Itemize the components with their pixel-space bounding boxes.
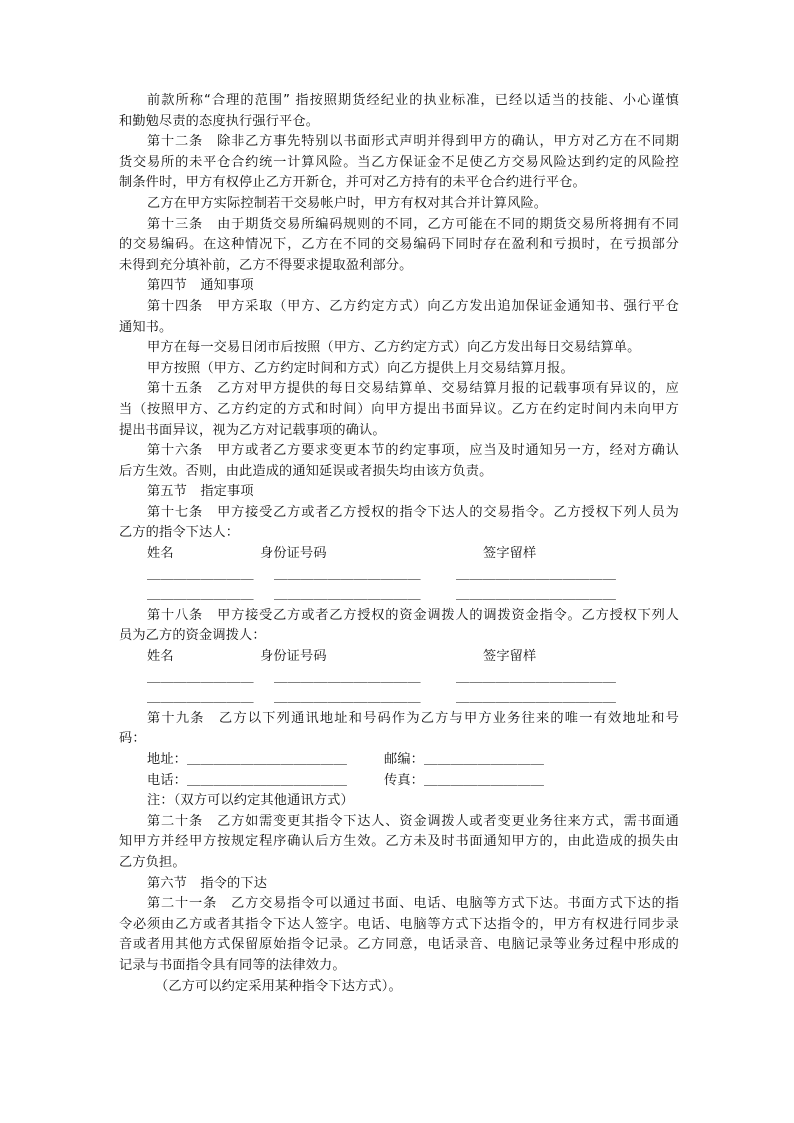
paragraphs-block-d — [119, 812, 679, 977]
name-blank: ＿＿＿＿＿＿＿＿ — [147, 566, 254, 582]
text-line: 第十四条 甲方采取（甲方、乙方约定方式）向乙方发出追加保证金通知书、强行平仓 — [147, 298, 679, 314]
id-blank: ＿＿＿＿＿＿＿＿＿＿＿ — [274, 566, 421, 582]
postcode-label: 邮编： — [384, 752, 425, 767]
contact-note: 注：（双方可以约定其他通讯方式） — [147, 793, 354, 809]
id-blank: ＿＿＿＿＿＿＿＿＿＿＿ — [274, 690, 421, 706]
text-line: 第二十一条 乙方交易指令可以通过书面、电话、电脑等方式下达。书面方式下达的指 — [147, 896, 679, 912]
header-sign: 签字留样 — [483, 546, 537, 562]
paragraph — [119, 379, 679, 441]
name-blank: ＿＿＿＿＿＿＿＿ — [147, 669, 254, 685]
text-line: 第十九条 乙方以下列通讯地址和号码作为乙方与甲方业务往来的唯一有效地址和号 — [147, 710, 679, 726]
text-line: 乙方的指令下达人： — [119, 525, 240, 541]
paragraphs-block-a — [119, 91, 679, 544]
name-blank: ＿＿＿＿＿＿＿＿ — [147, 587, 254, 603]
paragraph — [119, 894, 679, 976]
sign-blank: ＿＿＿＿＿＿＿＿＿＿＿＿ — [456, 690, 617, 706]
paragraph — [119, 503, 679, 544]
document-page — [119, 91, 679, 997]
paragraph — [119, 276, 679, 297]
sign-blank: ＿＿＿＿＿＿＿＿＿＿＿＿ — [456, 587, 617, 603]
paragraph — [119, 132, 679, 194]
paragraph — [119, 338, 679, 359]
address-label: 地址： — [147, 752, 188, 767]
id-blank: ＿＿＿＿＿＿＿＿＿＿＿ — [274, 669, 421, 685]
paragraph — [119, 874, 679, 895]
text-line: 码： — [119, 731, 146, 747]
text-line: 记录与书面指令具有同等的法律效力。 — [119, 957, 346, 973]
instructor-table — [119, 544, 679, 606]
paragraph — [119, 441, 679, 482]
paragraph — [119, 709, 679, 750]
paragraph — [119, 606, 679, 647]
text-line: 第十七条 甲方接受乙方或者乙方授权的指令下达人的交易指令。乙方授权下列人员为 — [147, 504, 679, 520]
phone-label: 电话： — [147, 772, 188, 788]
phone-blank: ＿＿＿＿＿＿＿＿＿＿＿＿ — [187, 772, 348, 788]
text-line: 员为乙方的资金调拨人： — [119, 628, 266, 644]
paragraph — [119, 215, 679, 277]
header-id: 身份证号码 — [260, 649, 327, 665]
fax-field — [384, 771, 544, 792]
blank-row — [119, 565, 679, 586]
paragraphs-block-b — [119, 606, 679, 647]
text-line: 第十二条 除非乙方事先特别以书面形式声明并得到甲方的确认，甲方对乙方在不同期 — [147, 134, 679, 150]
text-line: 乙方负担。 — [119, 854, 186, 870]
text-line: 第六节 指令的下达 — [147, 875, 268, 891]
sign-blank: ＿＿＿＿＿＿＿＿＿＿＿＿ — [456, 669, 617, 685]
text-line: 通知书。 — [119, 319, 173, 335]
paragraph — [119, 359, 679, 380]
address-row — [119, 750, 679, 771]
text-line: 未得到充分填补前，乙方不得要求提取盈利部分。 — [119, 257, 413, 273]
text-line: 第十六条 甲方或者乙方要求变更本节的约定事项，应当及时通知另一方，经对方确认 — [147, 443, 679, 459]
header-sign: 签字留样 — [483, 649, 537, 665]
header-name: 姓名 — [147, 649, 174, 665]
text-line: 第十三条 由于期货交易所编码规则的不同，乙方可能在不同的期货交易所将拥有不同 — [147, 216, 679, 232]
text-line: 第二十条 乙方如需变更其指令下达人、资金调拨人或者变更业务往来方式，需书面通 — [147, 813, 679, 829]
sign-blank: ＿＿＿＿＿＿＿＿＿＿＿＿ — [456, 566, 617, 582]
postcode-blank: ＿＿＿＿＿＿＿＿＿ — [424, 752, 545, 767]
fax-label: 传真： — [384, 772, 425, 788]
phone-field — [147, 771, 347, 792]
text-line: 当（按照甲方、乙方约定的方式和时间）向甲方提出书面异议。乙方在约定时间内未向甲方 — [119, 401, 679, 417]
table-header-row — [119, 647, 679, 668]
text-line: 制条件时，甲方有权停止乙方开新仓，并可对乙方持有的未平仓合约进行平仓。 — [119, 175, 586, 191]
contact-block — [119, 750, 679, 812]
id-blank: ＿＿＿＿＿＿＿＿＿＿＿ — [274, 587, 421, 603]
text-line: 第四节 通知事项 — [147, 278, 254, 294]
text-line: 第十八条 甲方接受乙方或者乙方授权的资金调拨人的调拨资金指令。乙方授权下列人 — [147, 607, 679, 623]
text-line: 乙方在甲方实际控制若干交易帐户时，甲方有权对其合并计算风险。 — [147, 195, 548, 211]
text-line: 知甲方并经甲方按规定程序确认后方生效。乙方未及时书面通知甲方的，由此造成的损失由 — [119, 834, 679, 850]
paragraph — [119, 194, 679, 215]
paragraph — [119, 812, 679, 874]
text-line: 令必须由乙方或者其指令下达人签字。电话、电脑等方式下达指令的，甲方有权进行同步录 — [119, 916, 679, 932]
text-line: 第十五条 乙方对甲方提供的每日交易结算单、交易结算月报的记载事项有异议的，应 — [147, 381, 679, 397]
paragraph — [119, 297, 679, 338]
text-line: 第五节 指定事项 — [147, 484, 254, 500]
text-line: 货交易所的未平仓合约统一计算风险。当乙方保证金不足使乙方交易风险达到约定的风险控 — [119, 154, 679, 170]
text-line: 提出书面异议，视为乙方对记载事项的确认。 — [119, 422, 386, 438]
header-name: 姓名 — [147, 546, 174, 562]
paragraph — [119, 482, 679, 503]
address-field — [147, 750, 347, 771]
blank-row — [119, 668, 679, 689]
blank-row — [119, 688, 679, 709]
table-header-row — [119, 544, 679, 565]
text-line: 的交易编码。在这种情况下，乙方在不同的交易编码下同时存在盈利和亏损时，在亏损部分 — [119, 237, 679, 253]
fax-blank: ＿＿＿＿＿＿＿＿＿ — [424, 772, 545, 788]
name-blank: ＿＿＿＿＿＿＿＿ — [147, 690, 254, 706]
address-blank: ＿＿＿＿＿＿＿＿＿＿＿＿ — [187, 752, 348, 767]
text-line: 甲方按照（甲方、乙方约定时间和方式）向乙方提供上月交易结算月报。 — [147, 360, 574, 376]
text-line: 甲方在每一交易日闭市后按照（甲方、乙方约定方式）向乙方发出每日交易结算单。 — [147, 340, 641, 356]
paragraph — [119, 91, 679, 132]
text-line: 和勤勉尽责的态度执行强行平仓。 — [119, 113, 320, 129]
text-line: 后方生效。否则，由此造成的通知延误或者损失均由该方负责。 — [119, 463, 493, 479]
blank-row — [119, 585, 679, 606]
text-line: 音或者用其他方式保留原始指令记录。乙方同意，电话录音、电脑记录等业务过程中形成的 — [119, 937, 679, 953]
phone-row — [119, 771, 679, 792]
postcode-field — [384, 750, 544, 771]
transfer-table — [119, 647, 679, 709]
text-line: 前款所称“合理的范围” 指按照期货经纪业的执业标准，已经以适当的技能、小心谨慎 — [147, 93, 679, 108]
paragraphs-block-c — [119, 709, 679, 750]
closing-note: （乙方可以约定采用某种指令下达方式）。 — [155, 978, 402, 994]
header-id: 身份证号码 — [260, 546, 327, 562]
